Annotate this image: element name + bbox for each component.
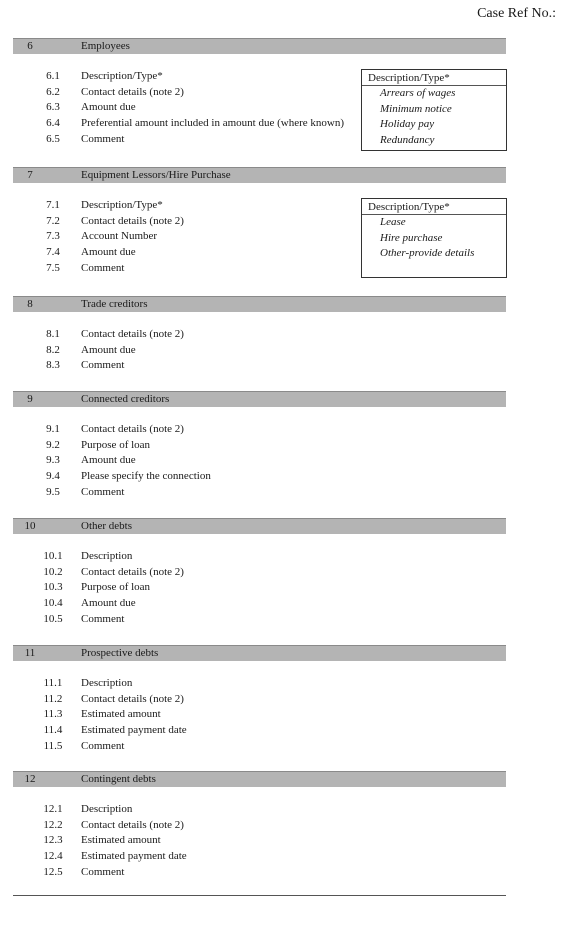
list-item [13, 612, 506, 628]
item-number: 6.5 [46, 132, 60, 145]
list-item [13, 739, 506, 755]
item-number: 10.2 [43, 565, 63, 578]
section-equipment-lessors [13, 167, 506, 276]
box-option: Lease [380, 216, 406, 228]
item-label: Contact details (note 2) [81, 818, 184, 831]
section-title: Employees [81, 40, 130, 52]
list-item [13, 580, 506, 596]
item-label: Comment [81, 132, 125, 145]
list-item [13, 485, 506, 501]
item-number: 10.5 [43, 612, 63, 625]
item-label: Estimated amount [81, 834, 161, 847]
item-number: 9.4 [46, 470, 60, 483]
item-number: 6.1 [46, 70, 60, 82]
item-label: Estimated payment date [81, 850, 187, 863]
section-title: Prospective debts [81, 647, 159, 659]
box-option: Other-provide details [380, 247, 475, 259]
item-number: 9.5 [46, 485, 60, 498]
item-number: 9.1 [46, 423, 60, 435]
item-number: 6.3 [46, 101, 60, 114]
section-connected-creditors [13, 391, 506, 500]
item-label: Contact details (note 2) [81, 565, 184, 578]
list-item [13, 438, 506, 454]
item-label: Description/Type* [81, 70, 163, 82]
list-item [13, 453, 506, 469]
item-label: Preferential amount included in amount due (where known) [81, 117, 345, 130]
item-label: Estimated payment date [81, 724, 187, 737]
list-item [13, 802, 506, 818]
list-item [13, 422, 506, 438]
section-title: Trade creditors [81, 298, 148, 310]
description-type-box [361, 198, 507, 278]
item-label: Description [81, 550, 133, 562]
section-title: Contingent debts [81, 773, 156, 785]
item-label: Comment [81, 612, 125, 625]
item-number: 6.2 [46, 85, 60, 98]
section-header [13, 38, 506, 54]
list-item [13, 676, 506, 692]
list-item [13, 833, 506, 849]
section-number: 6 [27, 40, 33, 52]
box-title: Description/Type* [362, 199, 506, 215]
list-item [13, 358, 506, 374]
list-item [13, 818, 506, 834]
list-item [13, 565, 506, 581]
item-number: 12.1 [43, 803, 63, 815]
item-number: 12.3 [43, 834, 63, 847]
box-title: Description/Type* [362, 70, 506, 86]
item-number: 10.3 [43, 581, 63, 594]
section-number: 9 [27, 393, 33, 405]
list-item [13, 865, 506, 881]
section-title: Connected creditors [81, 393, 170, 405]
item-number: 11.3 [43, 708, 63, 721]
item-label: Contact details (note 2) [81, 85, 184, 98]
item-label: Account Number [81, 230, 158, 243]
item-number: 12.5 [43, 865, 63, 878]
item-number: 11.1 [43, 677, 63, 689]
box-option: Arrears of wages [380, 87, 456, 99]
list-item [13, 469, 506, 485]
section-number: 10 [24, 520, 36, 532]
list-item [13, 849, 506, 865]
section-number: 7 [27, 169, 33, 181]
item-number: 12.4 [43, 850, 63, 863]
item-number: 7.5 [46, 261, 60, 274]
item-number: 7.2 [46, 214, 60, 227]
section-trade-creditors [13, 296, 506, 374]
item-label: Comment [81, 261, 125, 274]
item-number: 7.1 [46, 199, 60, 211]
item-label: Description [81, 677, 133, 689]
item-label: Description/Type* [81, 199, 163, 211]
item-label: Comment [81, 865, 125, 878]
list-item [13, 327, 506, 343]
item-label: Amount due [81, 597, 136, 610]
item-label: Contact details (note 2) [81, 214, 184, 227]
item-number: 11.4 [43, 724, 63, 737]
section-employees [13, 38, 506, 147]
item-label: Amount due [81, 454, 136, 467]
section-other-debts [13, 518, 506, 627]
section-number: 11 [24, 647, 36, 659]
box-option: Holiday pay [380, 118, 435, 130]
section-number: 8 [27, 298, 33, 310]
item-number: 10.1 [43, 550, 63, 562]
item-number: 12.2 [43, 818, 63, 831]
section-header [13, 518, 506, 534]
section-number: 12 [24, 773, 36, 785]
section-header [13, 391, 506, 407]
list-item [13, 707, 506, 723]
section-header [13, 645, 506, 661]
section-title: Equipment Lessors/Hire Purchase [81, 169, 231, 181]
section-title: Other debts [81, 520, 133, 532]
list-item [13, 596, 506, 612]
item-number: 10.4 [43, 597, 63, 610]
box-option: Minimum notice [380, 102, 452, 115]
item-number: 6.4 [46, 117, 60, 130]
item-label: Amount due [81, 246, 136, 259]
item-label: Comment [81, 739, 125, 752]
item-number: 7.4 [46, 246, 60, 259]
section-header [13, 296, 506, 312]
item-label: Purpose of loan [81, 581, 151, 594]
list-item [13, 343, 506, 359]
item-label: Please specify the connection [81, 470, 211, 483]
item-number: 9.2 [46, 438, 60, 451]
box-option: Redundancy [380, 133, 435, 146]
item-label: Amount due [81, 101, 136, 114]
list-item [13, 723, 506, 739]
item-label: Contact details (note 2) [81, 328, 184, 340]
section-header [13, 771, 506, 787]
item-number: 9.3 [46, 454, 60, 467]
section-header [13, 167, 506, 183]
item-label: Contact details (note 2) [81, 692, 184, 705]
item-label: Estimated amount [81, 708, 161, 721]
description-type-box [361, 69, 507, 151]
item-label: Amount due [81, 343, 136, 356]
list-item [13, 549, 506, 565]
item-number: 8.2 [46, 343, 60, 356]
list-item [13, 692, 506, 708]
item-number: 8.3 [46, 359, 60, 372]
item-label: Purpose of loan [81, 438, 151, 451]
item-number: 11.5 [43, 739, 63, 752]
section-prospective-debts [13, 645, 506, 754]
item-label: Description [81, 803, 133, 815]
item-number: 8.1 [46, 328, 60, 340]
item-number: 11.2 [43, 692, 63, 705]
item-label: Comment [81, 485, 125, 498]
case-ref-label: Case Ref No.: [477, 6, 556, 21]
footer-divider [13, 895, 506, 896]
item-label: Contact details (note 2) [81, 423, 184, 435]
section-contingent-debts [13, 771, 506, 880]
item-label: Comment [81, 359, 125, 372]
item-number: 7.3 [46, 230, 60, 243]
box-option: Hire purchase [380, 231, 443, 244]
